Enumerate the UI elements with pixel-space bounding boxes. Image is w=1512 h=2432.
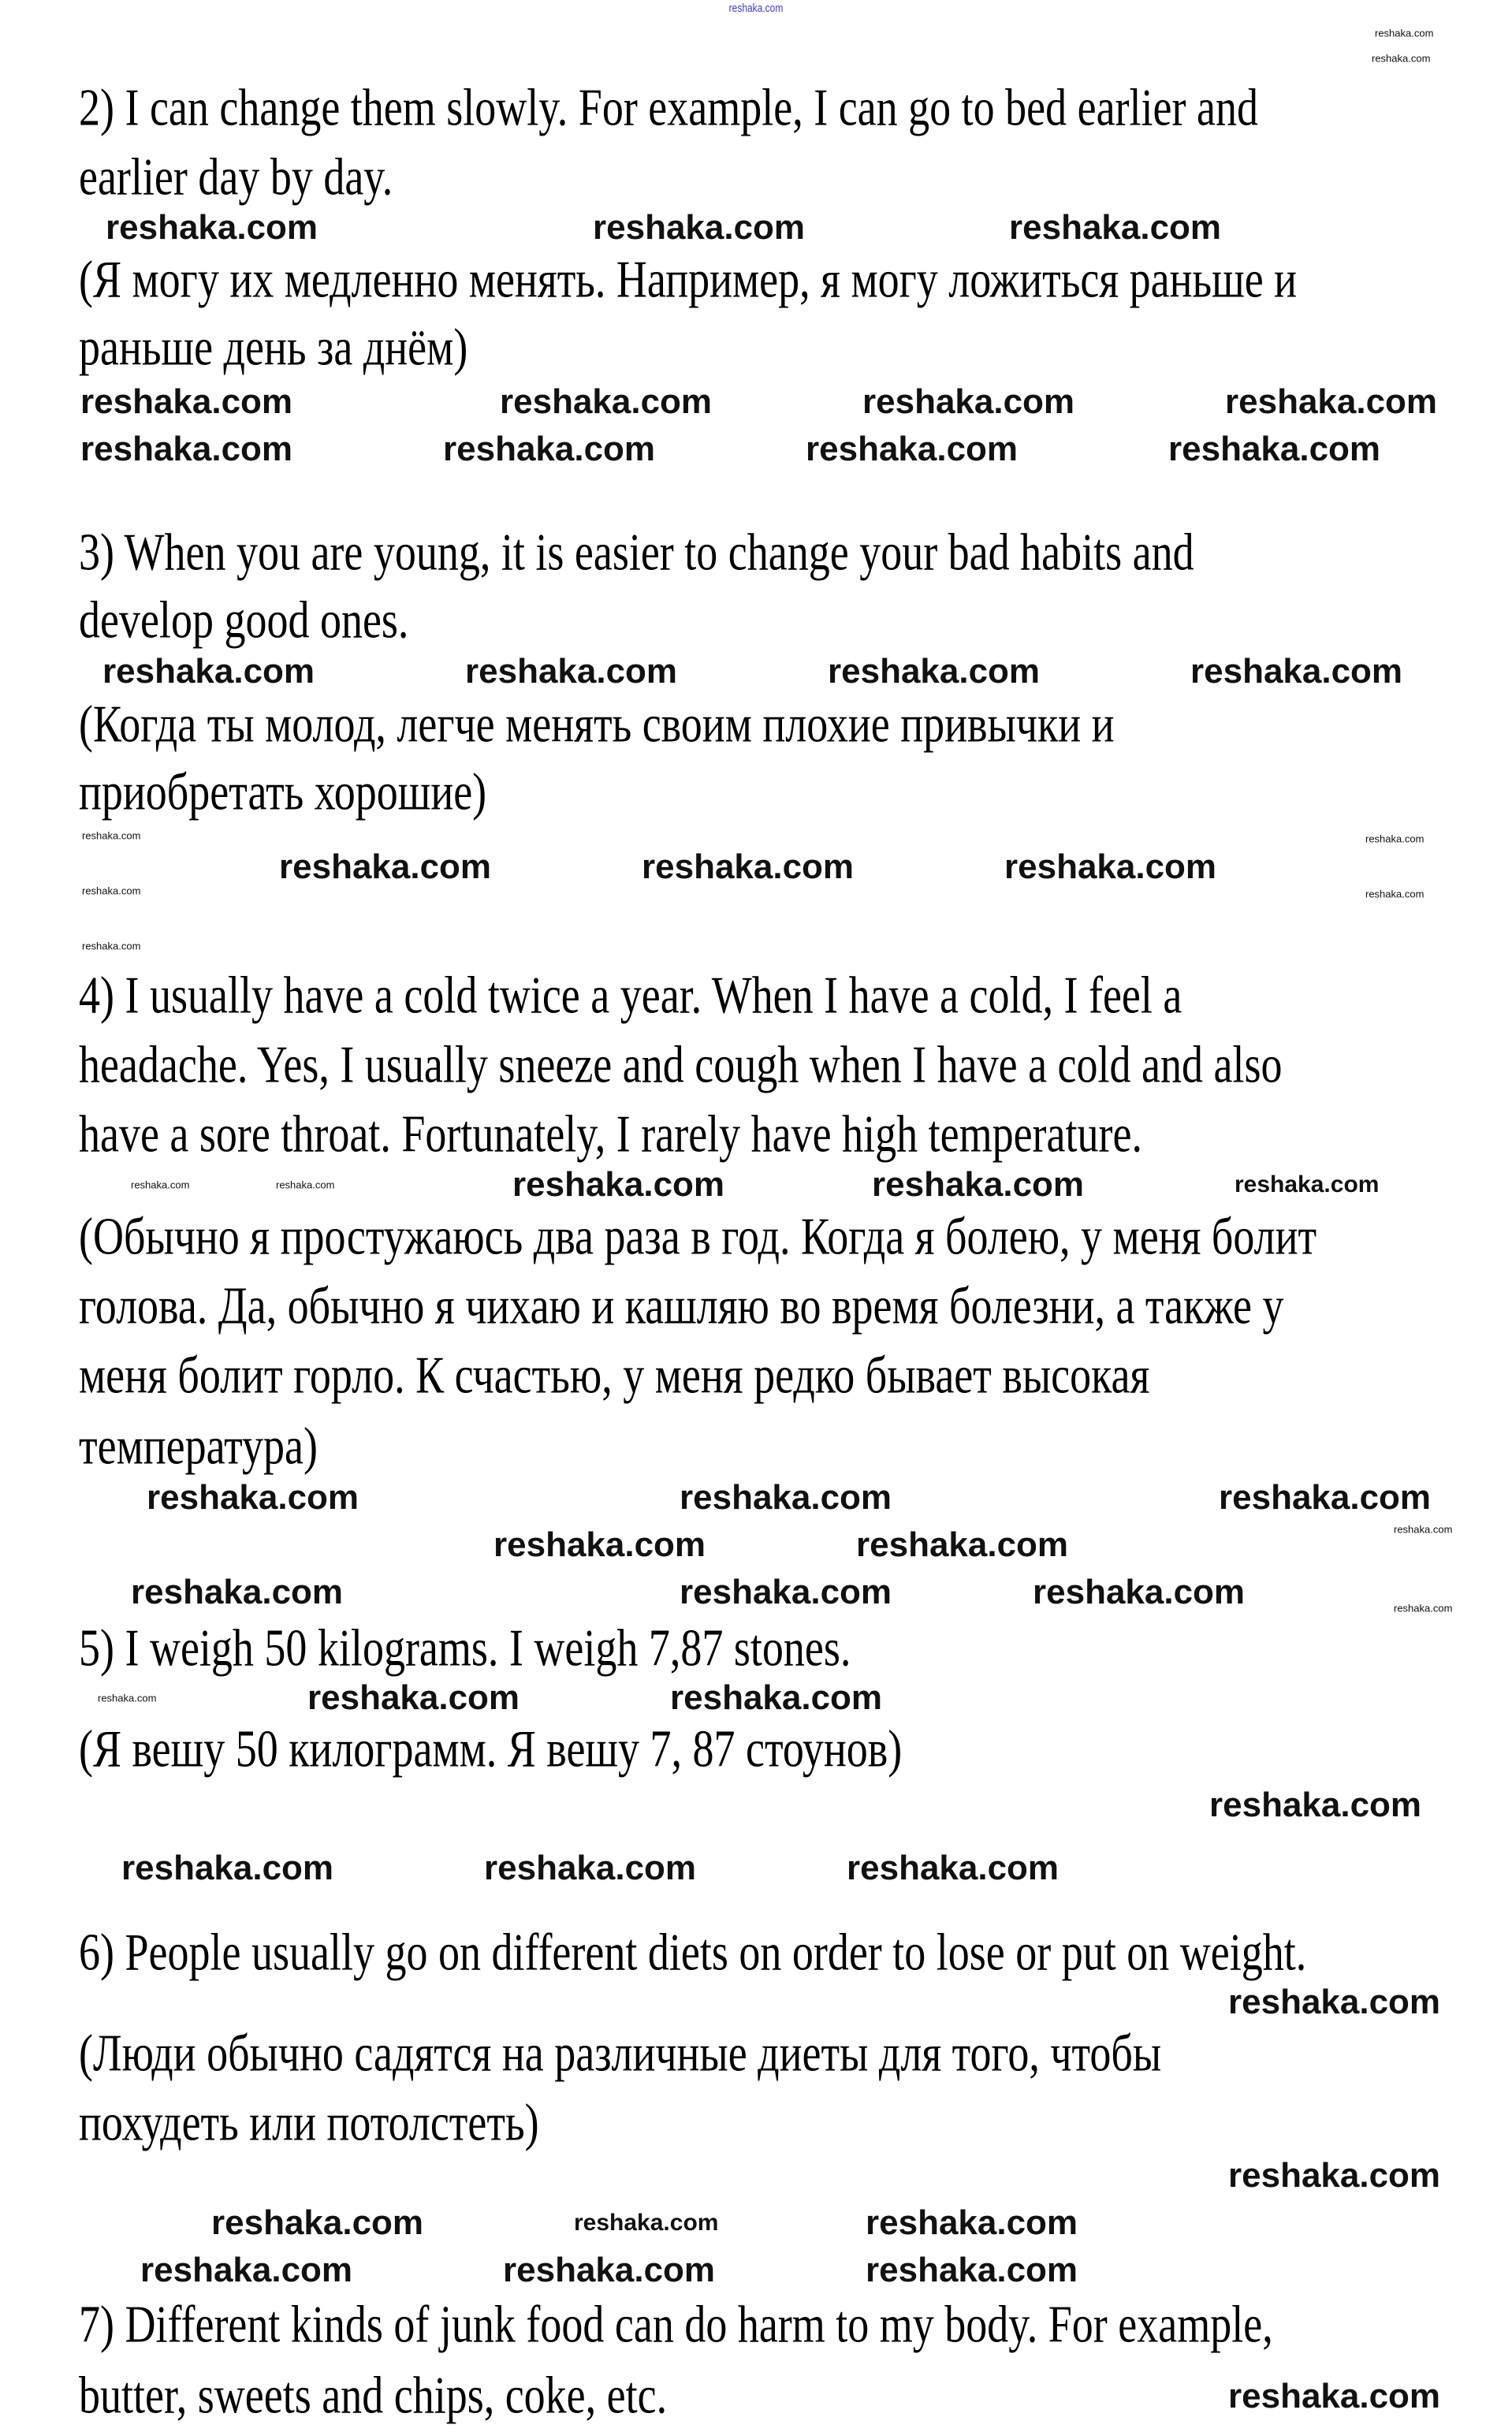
- text-line: (Когда ты молод, легче менять своим плохие привычки и: [79, 695, 1115, 753]
- watermark: reshaka.com: [1375, 27, 1434, 39]
- text-line: (Обычно я простужаюсь два раза в год. Когда я болею, у меня болит: [79, 1207, 1317, 1265]
- watermark: reshaka.com: [862, 382, 1075, 421]
- watermark: reshaka.com: [500, 382, 713, 421]
- text-line: butter, sweets and chips, coke, etc.: [79, 2366, 668, 2424]
- watermark: reshaka.com: [80, 430, 293, 468]
- text-line: 6) People usually go on different diets on order to lose or put on weight.: [79, 1923, 1307, 1981]
- text-line: have a sore throat. Fortunately, I rarely have high temperature.: [79, 1104, 1142, 1163]
- watermark: reshaka.com: [670, 1678, 883, 1717]
- watermark: reshaka.com: [1209, 1786, 1422, 1824]
- watermark: reshaka.com: [503, 2251, 716, 2289]
- watermark: reshaka.com: [82, 829, 141, 842]
- text-line: 2) I can change them slowly. For example, I can go to bed earlier and: [79, 78, 1258, 136]
- watermark: reshaka.com: [1190, 652, 1403, 691]
- text-line: голова. Да, обычно я чихаю и кашляю во время болезни, а также у: [79, 1276, 1284, 1335]
- site-header-mark[interactable]: reshaka.com: [728, 2, 784, 15]
- text-line: 3) When you are young, it is easier to change your bad habits and: [79, 523, 1194, 581]
- text-line: 5) I weigh 50 kilograms. I weigh 7,87 stones.: [79, 1618, 851, 1677]
- watermark: reshaka.com: [82, 885, 141, 897]
- watermark: reshaka.com: [465, 652, 678, 691]
- watermark: reshaka.com: [276, 1179, 335, 1191]
- watermark: reshaka.com: [279, 847, 492, 886]
- watermark: reshaka.com: [82, 940, 141, 952]
- watermark: reshaka.com: [1228, 1983, 1441, 2021]
- text-line: приобретать хорошие): [79, 762, 487, 821]
- watermark: reshaka.com: [806, 430, 1019, 468]
- watermark: reshaka.com: [131, 1573, 344, 1611]
- text-line: температура): [79, 1417, 318, 1475]
- text-line: develop good ones.: [79, 590, 409, 649]
- watermark: reshaka.com: [1365, 888, 1424, 900]
- watermark: reshaka.com: [642, 847, 855, 886]
- watermark: reshaka.com: [1372, 52, 1431, 65]
- watermark: reshaka.com: [98, 1692, 157, 1704]
- watermark: reshaka.com: [1228, 2156, 1441, 2195]
- watermark: reshaka.com: [493, 1525, 706, 1564]
- watermark: reshaka.com: [102, 652, 315, 691]
- watermark: reshaka.com: [680, 1573, 892, 1611]
- watermark: reshaka.com: [307, 1678, 520, 1717]
- text-line: 4) I usually have a cold twice a year. When I have a cold, I feel a: [79, 966, 1182, 1024]
- watermark: reshaka.com: [1033, 1573, 1246, 1611]
- watermark: reshaka.com: [106, 208, 318, 247]
- watermark: reshaka.com: [131, 1179, 190, 1191]
- text-line: меня болит горло. К счастью, у меня редко бывает высокая: [79, 1346, 1150, 1404]
- watermark: reshaka.com: [1009, 208, 1222, 247]
- text-line: headache. Yes, I usually sneeze and cough when I have a cold and also: [79, 1035, 1283, 1093]
- watermark: reshaka.com: [1394, 1602, 1453, 1615]
- text-line: 7) Different kinds of junk food can do harm to my body. For example,: [79, 2295, 1273, 2353]
- watermark: reshaka.com: [866, 2203, 1078, 2242]
- watermark: reshaka.com: [484, 1849, 697, 1887]
- watermark: reshaka.com: [1004, 847, 1217, 886]
- watermark: reshaka.com: [140, 2251, 353, 2289]
- watermark: reshaka.com: [1225, 382, 1438, 421]
- watermark: reshaka.com: [1168, 430, 1381, 468]
- watermark: reshaka.com: [872, 1165, 1085, 1204]
- watermark: reshaka.com: [1219, 1478, 1432, 1517]
- watermark: reshaka.com: [593, 208, 806, 247]
- watermark: reshaka.com: [828, 652, 1041, 691]
- watermark: reshaka.com: [80, 382, 293, 421]
- watermark: reshaka.com: [121, 1849, 334, 1887]
- watermark: reshaka.com: [1235, 1171, 1380, 1197]
- text-line: (Люди обычно садятся на различные диеты для того, чтобы: [79, 2024, 1162, 2082]
- watermark: reshaka.com: [211, 2203, 424, 2242]
- watermark: reshaka.com: [1365, 832, 1424, 845]
- watermark: reshaka.com: [680, 1478, 892, 1517]
- text-line: (Я вешу 50 килограмм. Я вешу 7, 87 стоунов): [79, 1719, 903, 1778]
- watermark: reshaka.com: [574, 2210, 719, 2236]
- watermark: reshaka.com: [1394, 1523, 1453, 1536]
- text-line: earlier day by day.: [79, 147, 393, 206]
- watermark: reshaka.com: [443, 430, 656, 468]
- watermark: reshaka.com: [1228, 2377, 1441, 2415]
- watermark: reshaka.com: [856, 1525, 1069, 1564]
- text-line: похудеть или потолстеть): [79, 2093, 539, 2151]
- watermark: reshaka.com: [147, 1478, 359, 1517]
- watermark: reshaka.com: [847, 1849, 1060, 1887]
- watermark: reshaka.com: [866, 2251, 1078, 2289]
- text-line: раньше день за днём): [79, 318, 468, 376]
- text-line: (Я могу их медленно менять. Например, я могу ложиться раньше и: [79, 250, 1298, 308]
- watermark: reshaka.com: [512, 1165, 725, 1204]
